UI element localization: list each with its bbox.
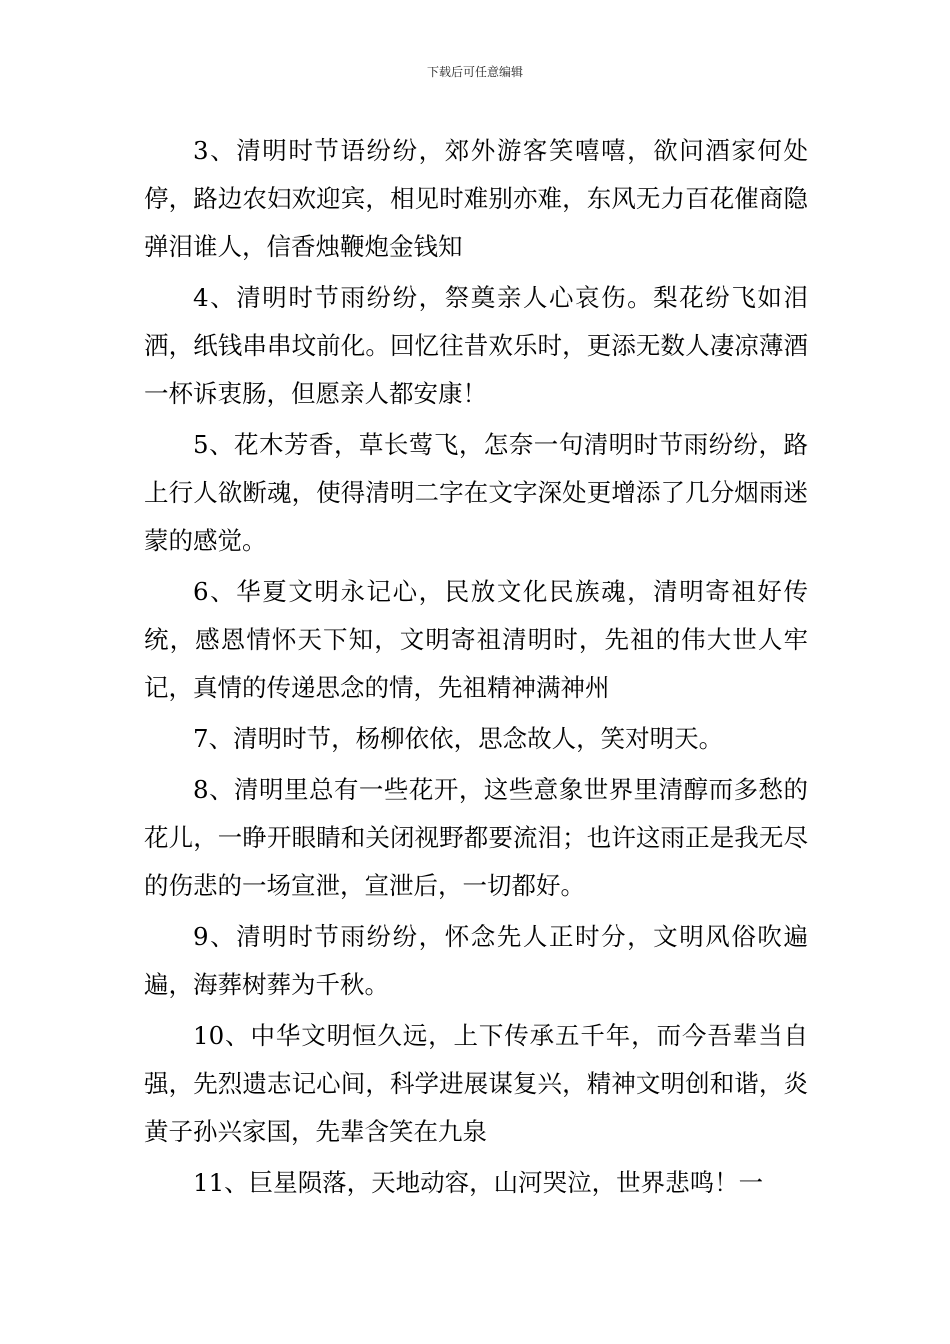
paragraph-5: 5、花木芳香，草长莺飞，怎奈一句清明时节雨纷纷，路上行人欲断魂，使得清明二字在文字深处更增添了几分烟雨迷蒙的感觉。 <box>144 430 808 555</box>
paragraph-8: 8、清明里总有一些花开，这些意象世界里清醇而多愁的花儿，一睁开眼睛和关闭视野都要流泪；也许这雨正是我无尽的伤悲的一场宣泄，宣泄后，一切都好。 <box>144 775 808 900</box>
paragraph-3: 3、清明时节语纷纷，郊外游客笑嘻嘻，欲问酒家何处停，路边农妇欢迎宾，相见时难别亦难，东风无力百花催商隐弹泪谁人，信香烛鞭炮金钱知 <box>144 136 808 261</box>
page-header-note: 下载后可任意编辑 <box>426 65 523 79</box>
paragraph-9: 9、清明时节雨纷纷，怀念先人正时分，文明风俗吹遍遍，海葬树葬为千秋。 <box>144 922 808 999</box>
document-body <box>144 127 808 1210</box>
paragraph-11: 11、巨星陨落，天地动容，山河哭泣，世界悲鸣！一 <box>193 1168 764 1197</box>
paragraph-6: 6、华夏文明永记心，民放文化民族魂，清明寄祖好传统，感恩情怀天下知，文明寄祖清明时，先祖的伟大世人牢记，真情的传递思念的情，先祖精神满神州 <box>144 577 808 702</box>
paragraph-7: 7、清明时节，杨柳依依，思念故人，笑对明天。 <box>193 724 724 753</box>
paragraph-10: 10、中华文明恒久远，上下传承五千年，而今吾辈当自强，先烈遗志记心间，科学进展谋复兴，精神文明创和谐，炎黄子孙兴家国，先辈含笑在九泉 <box>144 1021 808 1146</box>
paragraph-4: 4、清明时节雨纷纷，祭奠亲人心哀伤。梨花纷飞如泪洒，纸钱串串坟前化。回忆往昔欢乐时，更添无数人凄凉薄酒一杯诉衷肠，但愿亲人都安康！ <box>144 283 808 408</box>
